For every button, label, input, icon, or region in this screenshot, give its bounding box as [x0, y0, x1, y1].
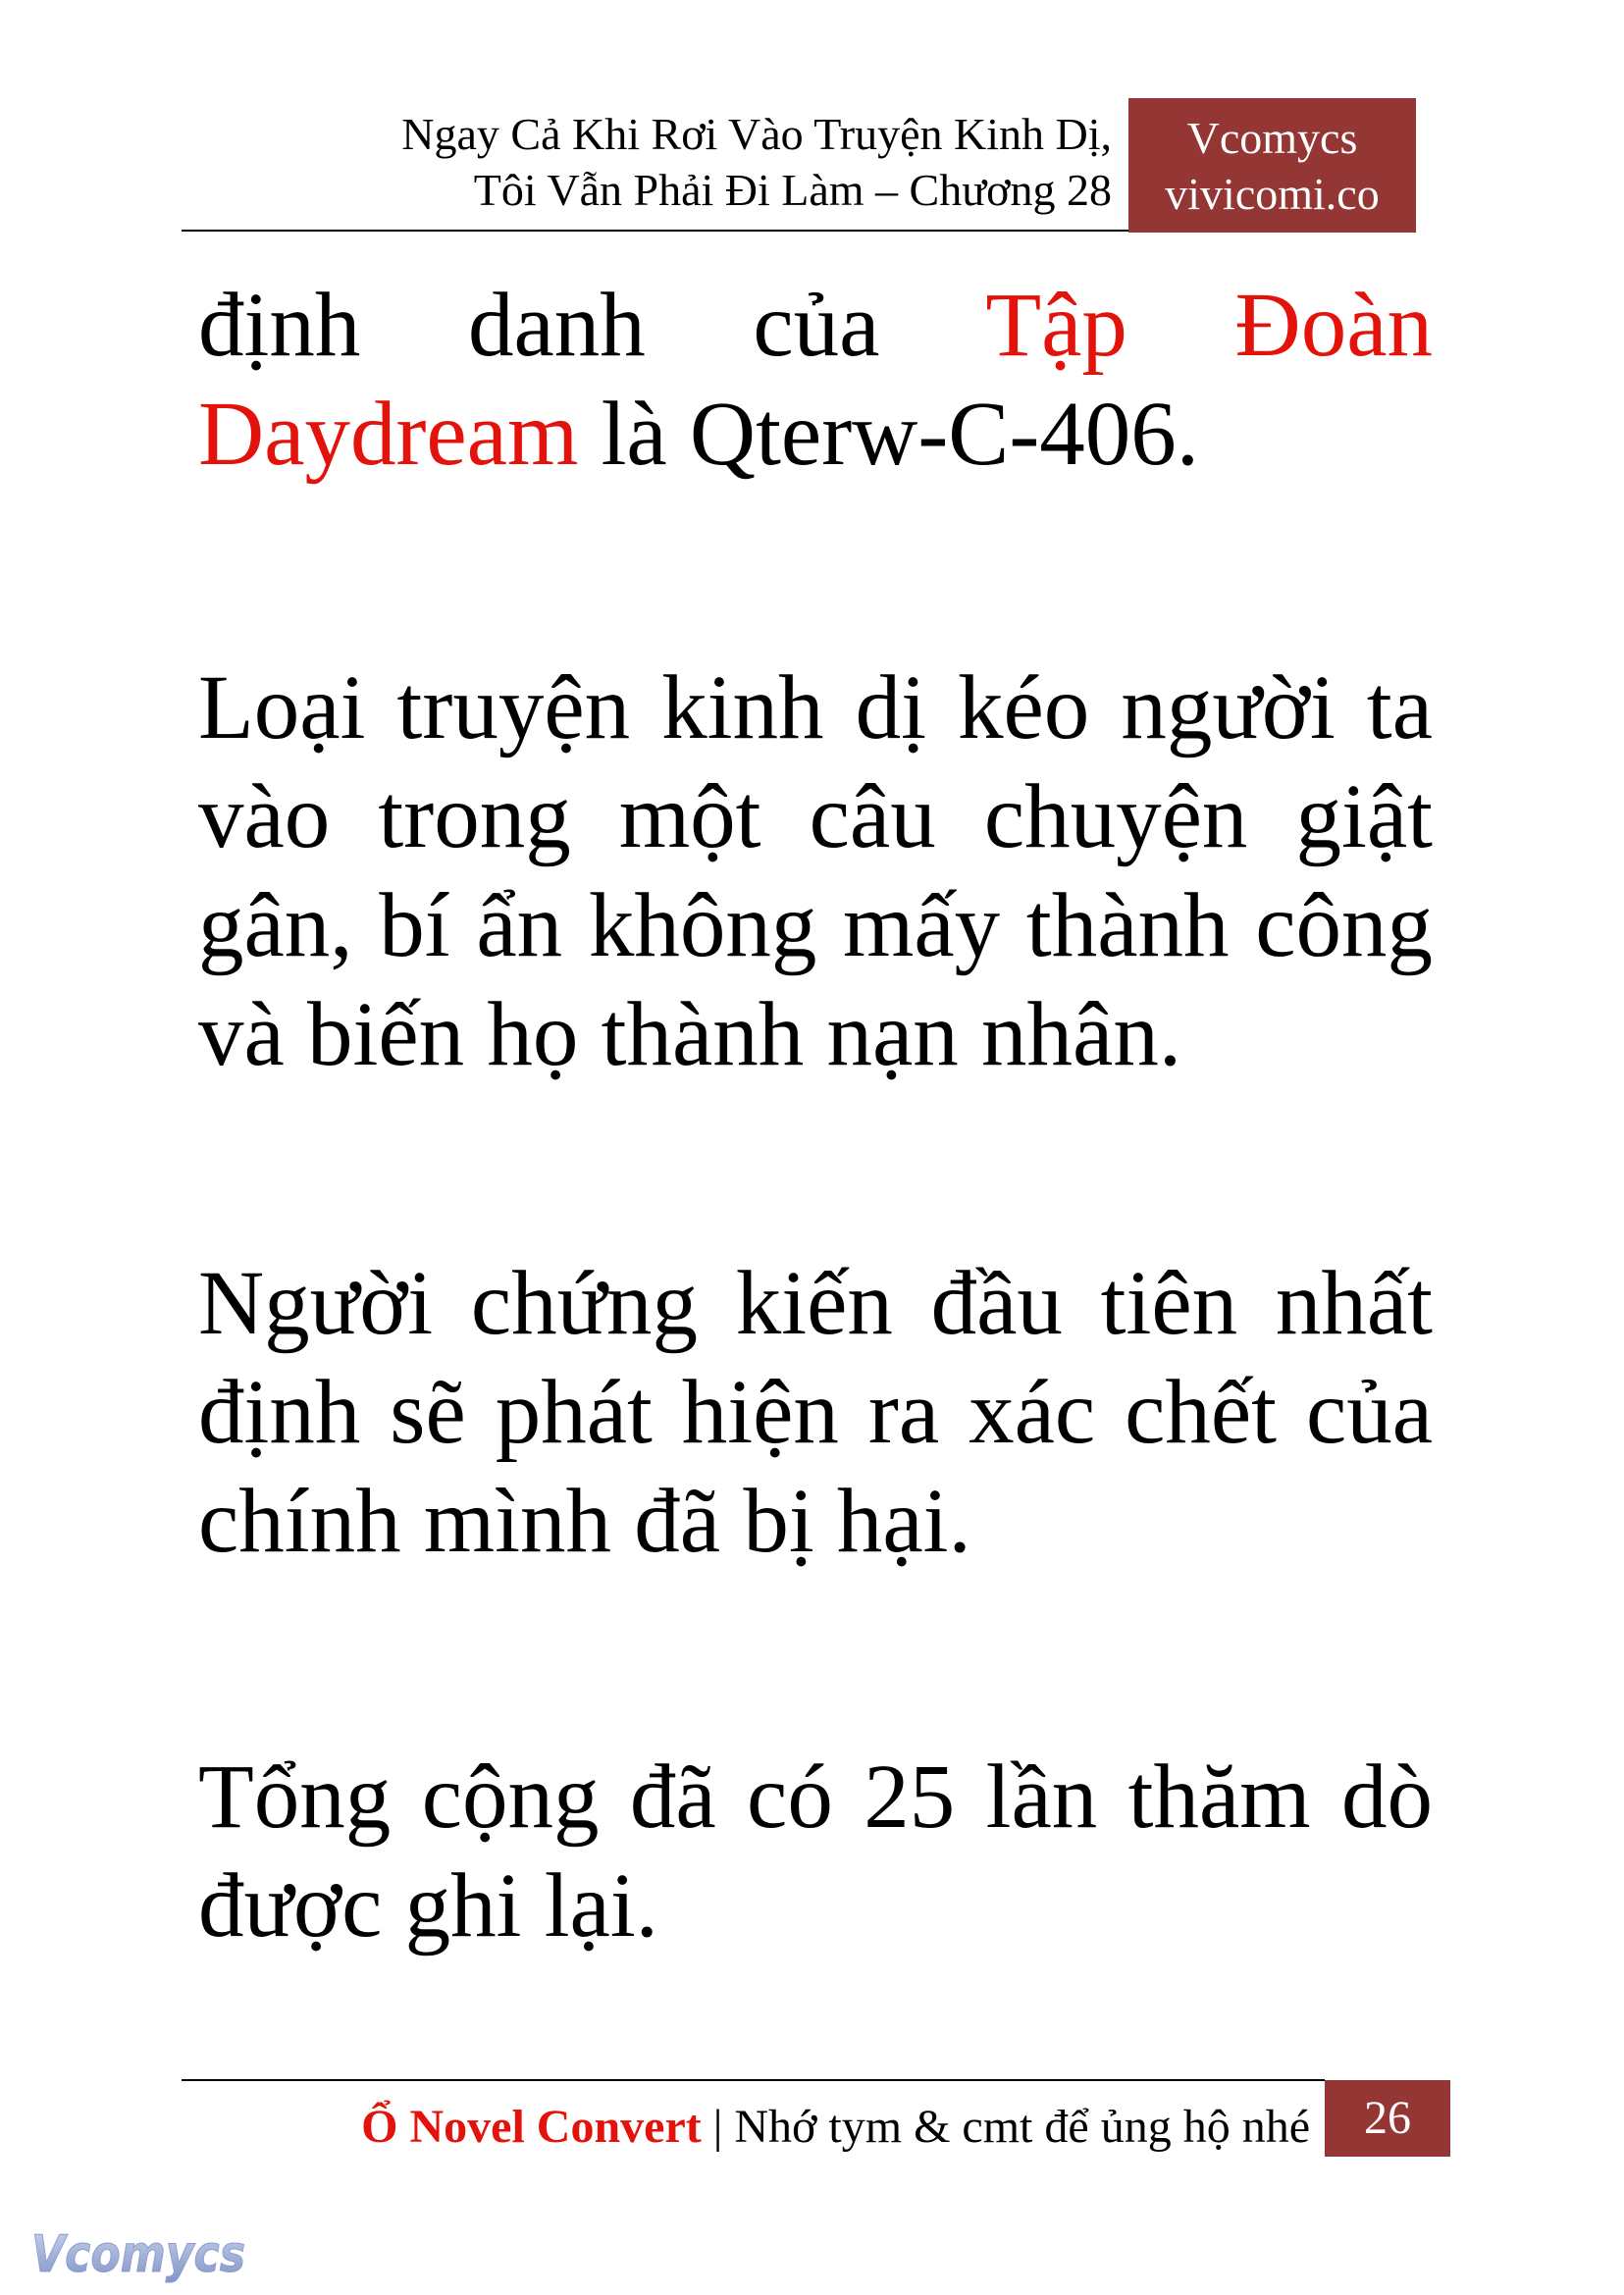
header-title-line-1: Ngay Cả Khi Rơi Vào Truyện Kinh Dị, [401, 109, 1112, 159]
svg-text:Vcomycs: Vcomycs [31, 2225, 245, 2284]
paragraph-4: Tổng cộng đã có 25 lần thăm dò được ghi lại. [198, 1747, 1433, 1956]
footer-message: Nhớ tym & cmt để ủng hộ nhé [734, 2101, 1310, 2153]
header-site-badge [1128, 98, 1416, 233]
header-title [182, 106, 1112, 218]
paragraph-2: Loại truyện kinh dị kéo người ta vào trong một câu chuyện giật gân, bí ẩn không mấy thành công và biến họ thành nạn nhân. [198, 657, 1433, 1085]
highlighted-name: Tập Đoàn Daydream [198, 275, 1433, 485]
paragraph-1-text: định danh của [198, 275, 986, 376]
site-url: vivicomi.co [1165, 169, 1380, 219]
header-divider [182, 230, 1128, 232]
paragraph-3: Người chứng kiến đầu tiên nhất định sẽ phát hiện ra xác chết của chính mình đã bị hại. [198, 1253, 1433, 1572]
footer-separator: | [701, 2101, 735, 2153]
footer-divider [182, 2079, 1325, 2081]
paragraph-1-text-end: là Qterw-C-406. [578, 384, 1200, 485]
paragraph-1 [198, 271, 1433, 489]
footer-brand: Ổ Novel Convert [361, 2101, 702, 2153]
footer-text [182, 2100, 1310, 2155]
page-number: 26 [1325, 2080, 1450, 2157]
site-name: Vcomycs [1186, 113, 1358, 163]
vcomycs-logo-watermark [27, 2213, 253, 2291]
header-title-line-2: Tôi Vẫn Phải Đi Làm – Chương 28 [473, 165, 1112, 215]
